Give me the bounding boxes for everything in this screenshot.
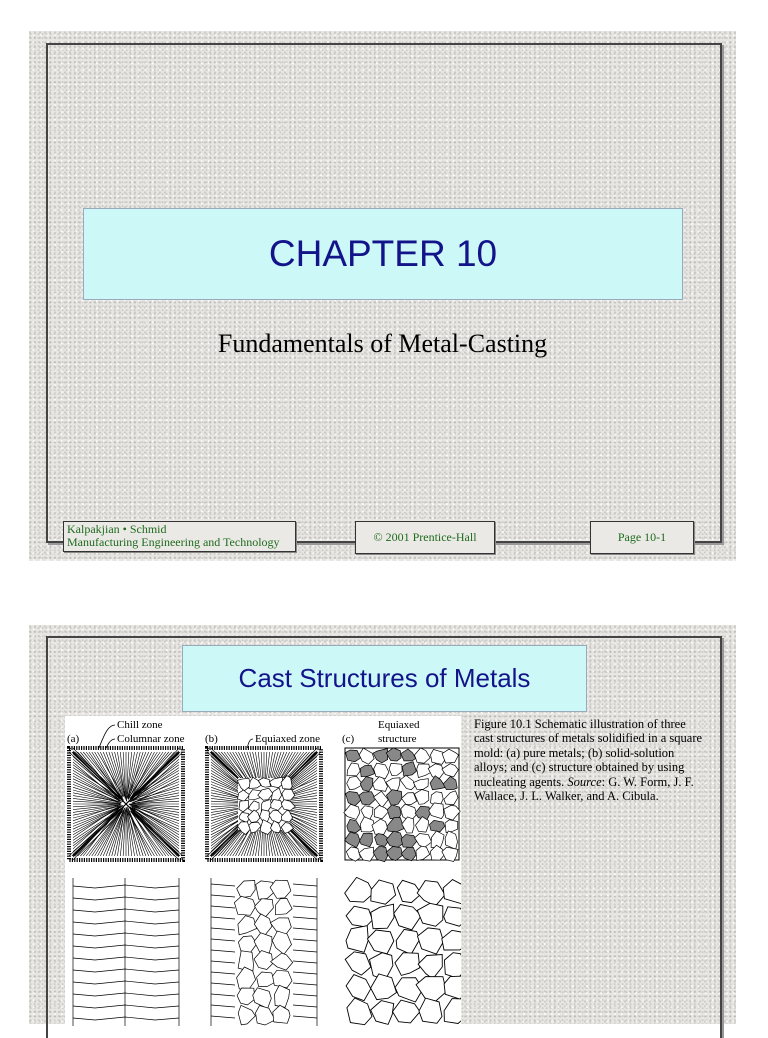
slide-chapter-title <box>29 31 736 561</box>
label-b: (b) <box>205 733 218 745</box>
chapter-subtitle: Fundamentals of Metal-Casting <box>217 329 548 358</box>
structure-a-top <box>69 748 183 860</box>
structure-b-top <box>207 748 321 860</box>
caption-text: Figure 10.1 Schematic illustration of three cast structures of metals solidified in a square mold: (a) pure metals; (b) solid-solution alloys; and (c) structure obtained by using nucleating agents. <box>474 717 703 789</box>
structure-c-top <box>344 748 461 862</box>
chapter-title-box <box>83 208 683 300</box>
footer-authors-box <box>63 521 296 552</box>
label-c: (c) <box>342 733 355 745</box>
label-equiaxed-2: structure <box>378 733 417 745</box>
figure-caption <box>474 717 704 803</box>
figure-cast-structures <box>65 716 461 1026</box>
structure-a-bottom <box>73 878 179 1026</box>
structure-c-bottom <box>345 877 461 1024</box>
footer-page: Page 10-1 <box>617 530 667 544</box>
footer-book: Manufacturing Engineering and Technology <box>67 535 280 549</box>
label-chill-zone: Chill zone <box>117 719 163 731</box>
chapter-title: CHAPTER 10 <box>268 233 498 274</box>
footer-authors: Kalpakjian • Schmid <box>67 522 167 536</box>
footer-copyright-box <box>355 521 495 554</box>
label-columnar-zone: Columnar zone <box>117 733 185 745</box>
footer-page-box <box>590 521 694 554</box>
caption-source-label: Source <box>567 774 602 789</box>
figure-drawing <box>65 716 461 1026</box>
structure-b-bottom <box>211 878 317 1026</box>
slide-cast-structures <box>29 625 736 1024</box>
label-a: (a) <box>67 733 80 745</box>
caption-source: : G. W. Form, J. F. Wallace, J. L. Walker, and A. Cibula. <box>474 774 694 804</box>
footer-copyright: © 2001 Prentice-Hall <box>373 530 477 544</box>
label-equiaxed-zone: Equiaxed zone <box>255 733 321 745</box>
slide-title-box <box>182 645 587 712</box>
slide-title: Cast Structures of Metals <box>238 663 531 693</box>
label-equiaxed-1: Equiaxed <box>378 719 420 731</box>
